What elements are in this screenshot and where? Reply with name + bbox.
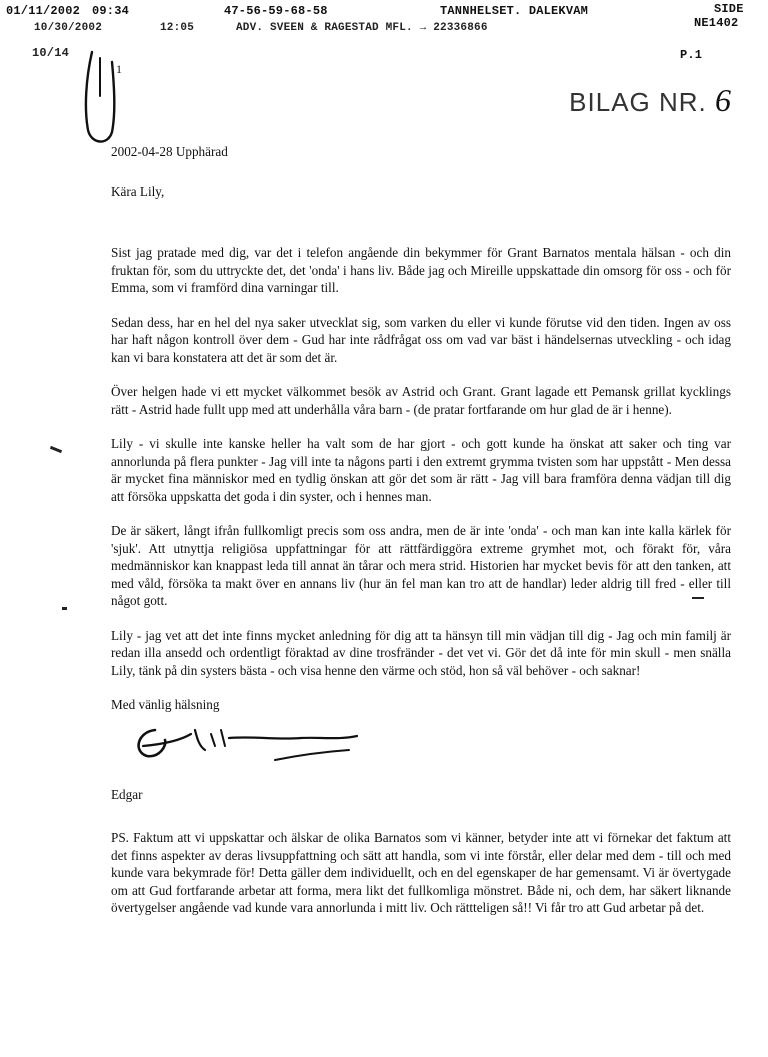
fax-header-time-2: 12:05 xyxy=(160,22,195,34)
fax-header-date: 01/11/2002 xyxy=(6,4,81,18)
fax-header-sender-2: ADV. SVEEN & RAGESTAD MFL. → 22336866 xyxy=(236,22,488,34)
letter-paragraph: Över helgen hade vi ett mycket välkommet besök av Astrid och Grant. Grant lagade ett Pemansk grillat kycklings rätt - Astrid hade fullt upp med att underhålla våra barn - (de pratar fortfarande om hur glad de är i henne). xyxy=(111,384,731,417)
letter-closing: Med vänlig hälsning xyxy=(111,697,220,712)
letter-paragraph: Lily - jag vet att det inte finns mycket anledning för dig att ta hänsyn till min vädjan till dig - Jag och min familj är redan illa ansedd och ordentligt föraktad av dine trosfränder - det vet vi. Gör det då inte för min skull - men snälla Lily, tänk på din systers bästa - och visa henne den värme och stöd, hon så väl behöver - och saknar! xyxy=(111,627,731,678)
handwritten-signature xyxy=(125,716,365,768)
fax-header-code: NE1402 xyxy=(694,16,739,30)
letter-paragraph: Sedan dess, har en hel del nya saker utvecklat sig, som varken du eller vi kunde förutse vid den tiden. Ingen av oss har haft någon kontroll över dem - Gud har inte rådfrågat oss om vad var bäst i händelsernas utveckling - och idag kan vi bara konstatera att det är som det är. xyxy=(111,314,731,365)
exhibit-stamp xyxy=(569,82,732,119)
fax-page-number: P.1 xyxy=(680,48,703,62)
scan-artifact xyxy=(50,446,62,453)
fax-header-side-label: SIDE xyxy=(714,2,744,16)
handwritten-mark: 1 xyxy=(116,62,122,76)
letter-paragraph: Sist jag pratade med dig, var det i telefon angående din bekymmer för Grant Barnatos mentala hälsan - och din fruktan för, som du uttryckte det, det 'onda' i hans liv. Både jag och Mireille uppskattade din omsorg för oss - och för Emma, som vi framförd dina varningar till. xyxy=(111,245,731,295)
fax-header-number: 47-56-59-68-58 xyxy=(224,4,328,18)
letter-paragraph: Lily - vi skulle inte kanske heller ha valt som de har gjort - och gott kunde ha önskat att saker och ting var annorlunda på flera punkter - Jag vill inte ta någons parti i den extremt grymma tvisten som har uppstått - Men dessa är mycket fina människor med en tydlig önskan att gör det som är rätt - Jag vill bara framföra denna vädjan till dig att försöka uppskatta det goda i din syster, och i hennes man. xyxy=(111,436,731,504)
letter-signer: Edgar xyxy=(111,786,143,802)
letter-salutation: Kära Lily, xyxy=(111,183,165,199)
letter-body xyxy=(111,143,731,934)
exhibit-number: 6 xyxy=(715,82,732,118)
exhibit-prefix: BILAG NR. xyxy=(569,87,707,117)
scan-artifact xyxy=(62,607,67,610)
letter-date-line: 2002-04-28 Upphärad xyxy=(111,144,228,159)
fax-header-date-3: 10/14 xyxy=(32,46,70,60)
fax-header-time: 09:34 xyxy=(92,4,130,18)
letter-paragraph: De är säkert, långt ifrån fullkomligt precis som oss andra, men de är inte 'onda' - och man kan inte kalla kärlek för 'sjuk'. Att utnyttja religiösa uppfattningar för att rättfärdiggöra extreme grymhet mot, och förakt för, våra medmänniskor kan knappast leda till annat än tårar och mera strid. Historien har mycket bevis för att den tanken, att med våld, försöka ta makt över en annans liv (hur än fel man kan tro att de handlar) leder aldrig till fred - eller till något gott. xyxy=(111,523,731,608)
fax-header-date-2: 10/30/2002 xyxy=(34,22,103,34)
letter-postscript: PS. Faktum att vi uppskattar och älskar de olika Barnatos som vi känner, betyder inte att vi förnekar det faktum att det finns aspekter av deras livsuppfattning och sätt att handla, som vi inte förstår, eller delar med dem - till och med kunde vara bekymrade för! Detta gäller dem individuellt, och en del egenskaper de har gemensamt. Vi är övertygade om att Gud fortfarande arbetar att forma, mera likt det fullkomliga mönstret. Både ni, och dem, har säkert liknande övertygelser angående vad kunde vara annorlunda i mitt liv. Och rättteligen så!! Vi får tro att Gud arbetar på det. xyxy=(111,830,731,915)
fax-header-sender: TANNHELSET. DALEKVAM xyxy=(440,4,589,18)
